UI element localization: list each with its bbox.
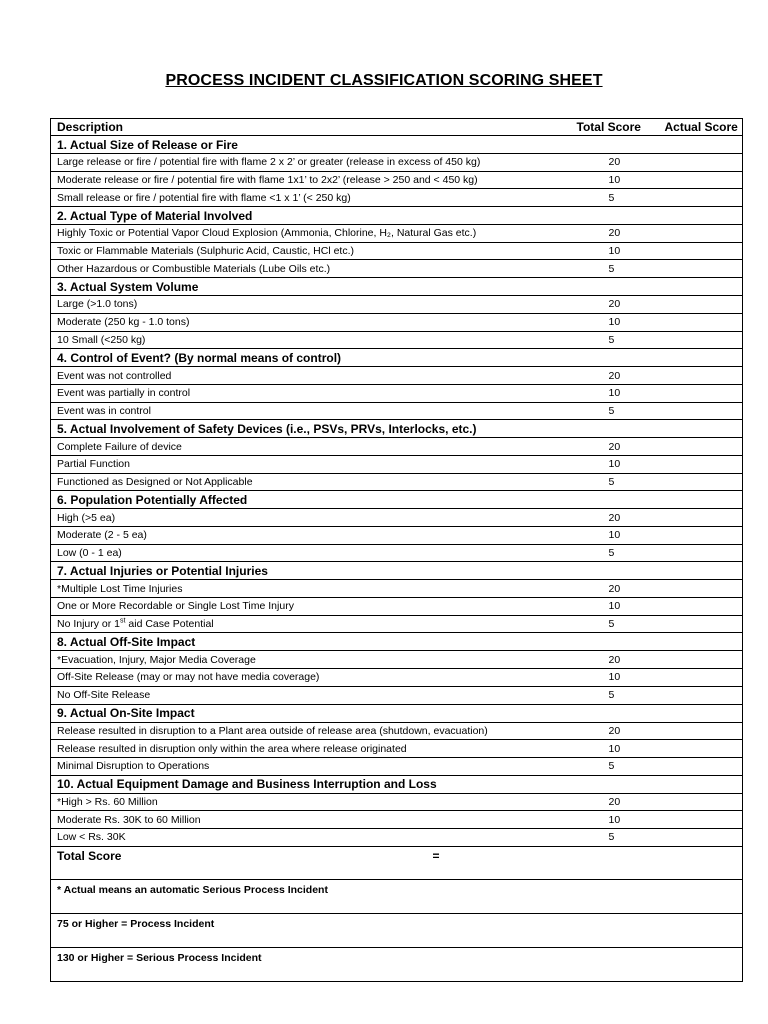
item-actual-score-input[interactable] [651,651,743,669]
table-row [51,455,743,473]
item-description-text: No Injury or 1 [57,618,121,631]
table-row [51,154,743,172]
total-score-value-input[interactable] [651,846,743,879]
item-description: *Multiple Lost Time Injuries [51,580,561,598]
section-total-cell [561,562,651,580]
item-total-score: 5 [561,189,651,207]
item-description: Event was partially in control [51,384,561,402]
total-score-label: Total Score [51,846,561,879]
table-row [51,189,743,207]
table-row [51,669,743,687]
item-description: Event was not controlled [51,367,561,385]
item-actual-score-input[interactable] [651,189,743,207]
section-total-cell [561,207,651,225]
note-text: 75 or Higher = Process Incident [51,913,743,947]
item-actual-score-input[interactable] [651,669,743,687]
item-actual-score-input[interactable] [651,367,743,385]
item-description: Moderate Rs. 30K to 60 Million [51,811,561,829]
table-row [51,544,743,562]
item-description: Large release or fire / potential fire with flame 2 x 2’ or greater (release in excess of 450 kg) [51,154,561,172]
section-header-row [51,491,743,509]
item-total-score: 5 [561,544,651,562]
item-actual-score-input[interactable] [651,757,743,775]
section-actual-cell [651,562,743,580]
item-actual-score-input[interactable] [651,615,743,633]
section-title: 5. Actual Involvement of Safety Devices (i.e., PSVs, PRVs, Interlocks, etc.) [51,420,561,438]
item-total-score: 5 [561,828,651,846]
section-total-cell [561,775,651,793]
table-row [51,242,743,260]
item-description: Moderate (2 - 5 ea) [51,527,561,545]
section-actual-cell [651,633,743,651]
section-total-cell [561,491,651,509]
item-description: Functioned as Designed or Not Applicable [51,473,561,491]
item-total-score: 10 [561,527,651,545]
section-actual-cell [651,207,743,225]
item-description: Partial Function [51,455,561,473]
header-actual-score: Actual Score [651,119,743,136]
item-total-score: 20 [561,722,651,740]
section-total-cell [561,420,651,438]
item-total-score: 5 [561,686,651,704]
item-total-score: 5 [561,331,651,349]
item-actual-score-input[interactable] [651,225,743,243]
note-row [51,947,743,981]
section-total-cell [561,278,651,296]
section-total-cell [561,136,651,154]
section-actual-cell [651,136,743,154]
table-row [51,509,743,527]
item-total-score: 20 [561,225,651,243]
item-description: Minimal Disruption to Operations [51,757,561,775]
section-header-row [51,562,743,580]
table-row [51,580,743,598]
item-total-score: 20 [561,793,651,811]
page-title: PROCESS INCIDENT CLASSIFICATION SCORING SHEET [165,72,603,89]
section-header-row [51,207,743,225]
item-description: Off-Site Release (may or may not have media coverage) [51,669,561,687]
section-title: 7. Actual Injuries or Potential Injuries [51,562,561,580]
note-text: * Actual means an automatic Serious Process Incident [51,879,743,913]
section-header-row [51,136,743,154]
item-description: No Off-Site Release [51,686,561,704]
section-header-row [51,278,743,296]
item-actual-score-input[interactable] [651,580,743,598]
table-row [51,527,743,545]
item-actual-score-input[interactable] [651,154,743,172]
item-total-score: 5 [561,757,651,775]
item-total-score: 20 [561,651,651,669]
item-description: Release resulted in disruption to a Plant area outside of release area (shutdown, evacuation) [51,722,561,740]
item-total-score: 20 [561,509,651,527]
note-row [51,913,743,947]
item-actual-score-input[interactable] [651,438,743,456]
item-description: Release resulted in disruption only within the area where release originated [51,740,561,758]
item-description: Other Hazardous or Combustible Materials (Lube Oils etc.) [51,260,561,278]
item-total-score: 5 [561,260,651,278]
table-row [51,811,743,829]
item-total-score: 20 [561,367,651,385]
table-row [51,598,743,616]
item-description-superscript: st [120,617,126,625]
item-total-score: 10 [561,455,651,473]
table-row [51,473,743,491]
note-row [51,879,743,913]
table-row [51,793,743,811]
item-actual-score-input[interactable] [651,828,743,846]
item-total-score: 10 [561,313,651,331]
table-row [51,384,743,402]
section-title: 2. Actual Type of Material Involved [51,207,561,225]
table-row [51,260,743,278]
item-total-score: 20 [561,154,651,172]
section-title: 1. Actual Size of Release or Fire [51,136,561,154]
section-header-row [51,349,743,367]
section-actual-cell [651,491,743,509]
table-row [51,225,743,243]
total-score-row [51,846,743,879]
item-actual-score-input[interactable] [651,171,743,189]
item-description: 10 Small (<250 kg) [51,331,561,349]
table-row [51,313,743,331]
section-actual-cell [651,349,743,367]
item-description: High (>5 ea) [51,509,561,527]
item-actual-score-input[interactable] [651,598,743,616]
item-description: Highly Toxic or Potential Vapor Cloud Explosion (Ammonia, Chlorine, H₂, Natural Gas etc.) [51,225,561,243]
item-description: One or More Recordable or Single Lost Time Injury [51,598,561,616]
item-actual-score-input[interactable] [651,811,743,829]
item-total-score: 5 [561,473,651,491]
section-header-row [51,775,743,793]
table-row [51,651,743,669]
item-total-score: 20 [561,438,651,456]
section-total-cell [561,704,651,722]
item-description [51,615,561,633]
section-title: 3. Actual System Volume [51,278,561,296]
table-row [51,757,743,775]
section-header-row [51,420,743,438]
item-actual-score-input[interactable] [651,384,743,402]
item-description: Toxic or Flammable Materials (Sulphuric Acid, Caustic, HCl etc.) [51,242,561,260]
item-actual-score-input[interactable] [651,260,743,278]
item-actual-score-input[interactable] [651,527,743,545]
item-description: Low < Rs. 30K [51,828,561,846]
header-description: Description [51,119,561,136]
item-total-score: 10 [561,384,651,402]
section-title: 9. Actual On-Site Impact [51,704,561,722]
table-row [51,171,743,189]
item-description: Moderate release or fire / potential fire with flame 1x1’ to 2x2’ (release > 250 and < 450 kg) [51,171,561,189]
scoring-table [50,118,743,982]
section-title: 6. Population Potentially Affected [51,491,561,509]
section-actual-cell [651,775,743,793]
item-description: *Evacuation, Injury, Major Media Coverage [51,651,561,669]
section-header-row [51,704,743,722]
item-total-score: 10 [561,242,651,260]
item-actual-score-input[interactable] [651,242,743,260]
note-text: 130 or Higher = Serious Process Incident [51,947,743,981]
item-description: Event was in control [51,402,561,420]
item-description: Small release or fire / potential fire with flame <1 x 1’ (< 250 kg) [51,189,561,207]
item-description: Large (>1.0 tons) [51,296,561,314]
header-total-score: Total Score [561,119,651,136]
item-total-score: 20 [561,296,651,314]
item-description: Low (0 - 1 ea) [51,544,561,562]
table-row [51,740,743,758]
section-title: 4. Control of Event? (By normal means of control) [51,349,561,367]
item-actual-score-input[interactable] [651,331,743,349]
table-row [51,615,743,633]
item-description-text: aid Case Potential [125,618,214,631]
item-description: Complete Failure of device [51,438,561,456]
item-actual-score-input[interactable] [651,740,743,758]
item-actual-score-input[interactable] [651,722,743,740]
item-actual-score-input[interactable] [651,793,743,811]
item-actual-score-input[interactable] [651,402,743,420]
item-description: *High > Rs. 60 Million [51,793,561,811]
item-actual-score-input[interactable] [651,313,743,331]
item-total-score: 10 [561,598,651,616]
item-total-score: 10 [561,740,651,758]
table-header-row [51,119,743,136]
item-actual-score-input[interactable] [651,544,743,562]
section-title: 10. Actual Equipment Damage and Business Interruption and Loss [51,775,561,793]
table-row [51,296,743,314]
section-actual-cell [651,278,743,296]
table-row [51,722,743,740]
table-row [51,828,743,846]
item-actual-score-input[interactable] [651,296,743,314]
table-row [51,402,743,420]
total-score-equals: = [433,846,523,879]
section-total-cell [561,633,651,651]
item-actual-score-input[interactable] [651,455,743,473]
table-row [51,438,743,456]
item-description: Moderate (250 kg - 1.0 tons) [51,313,561,331]
section-actual-cell [651,420,743,438]
item-total-score: 10 [561,811,651,829]
item-actual-score-input[interactable] [651,509,743,527]
item-total-score: 5 [561,615,651,633]
section-actual-cell [651,704,743,722]
table-row [51,367,743,385]
table-row [51,686,743,704]
item-actual-score-input[interactable] [651,686,743,704]
section-total-cell [561,349,651,367]
section-header-row [51,633,743,651]
item-total-score: 5 [561,402,651,420]
item-total-score: 20 [561,580,651,598]
item-total-score: 10 [561,669,651,687]
table-row [51,331,743,349]
item-total-score: 10 [561,171,651,189]
section-title: 8. Actual Off-Site Impact [51,633,561,651]
item-actual-score-input[interactable] [651,473,743,491]
